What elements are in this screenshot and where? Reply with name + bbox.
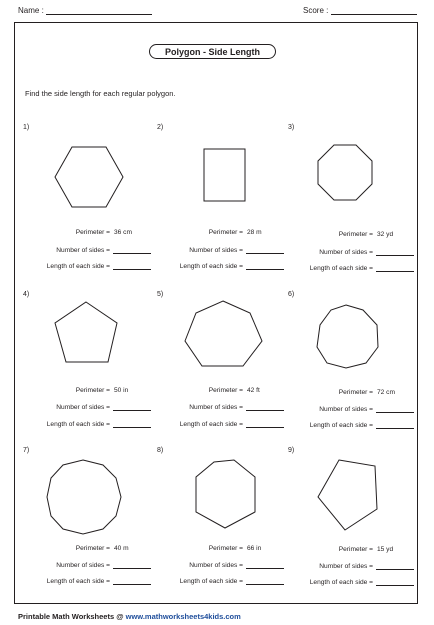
side-length-answer-blank[interactable] [246,420,284,428]
side-length-answer-blank[interactable] [113,420,151,428]
problem-number: 4) [23,291,30,298]
perimeter-label: Perimeter = [208,545,243,552]
problem-number: 6) [288,291,295,298]
sides-label: Number of sides = [189,562,243,569]
pentagon-shape [55,302,117,362]
side-length-row [20,262,151,270]
perimeter-value: 32 yd [377,231,394,238]
side-length-answer-blank[interactable] [376,578,414,586]
footer-link[interactable]: www.mathworksheets4kids.com [125,612,241,621]
problem-number: 8) [157,447,164,454]
sides-answer-blank[interactable] [113,246,151,254]
perimeter-label: Perimeter = [75,229,110,236]
name-label: Name : [18,6,44,15]
side-length-row [20,577,151,585]
perimeter-value: 40 m [114,545,129,552]
hexagon-shape [196,460,255,528]
side-length-answer-blank[interactable] [113,577,151,585]
problem-number: 9) [288,447,295,454]
sides-label: Number of sides = [189,247,243,254]
sides-row [20,246,151,254]
side-length-label: Length of each side = [179,421,243,428]
perimeter-row [153,229,262,236]
side-length-row [283,264,414,272]
side-length-label: Length of each side = [46,263,110,270]
side-length-row [283,578,414,586]
side-length-row [153,577,284,585]
side-length-row [283,421,414,429]
score-label: Score : [303,6,329,15]
perimeter-value: 42 ft [247,387,260,394]
perimeter-row [20,229,132,236]
sides-row [283,562,414,570]
sides-answer-blank[interactable] [113,561,151,569]
problem-number: 2) [157,124,164,131]
perimeter-row [283,546,393,553]
perimeter-value: 28 m [247,229,262,236]
perimeter-row [153,387,260,394]
side-length-label: Length of each side = [46,578,110,585]
perimeter-value: 50 in [114,387,129,394]
perimeter-label: Perimeter = [338,389,373,396]
side-length-label: Length of each side = [46,421,110,428]
instructions: Find the side length for each regular polygon. [25,89,176,98]
nonagon-shape [317,305,378,368]
side-length-answer-blank[interactable] [376,264,414,272]
side-length-label: Length of each side = [309,579,373,586]
sides-row [283,405,414,413]
problem-number: 7) [23,447,30,454]
footer [18,612,241,621]
sides-label: Number of sides = [319,406,373,413]
side-length-row [153,262,284,270]
sides-row [283,248,414,256]
sides-answer-blank[interactable] [376,248,414,256]
perimeter-label: Perimeter = [338,546,373,553]
problem-number: 5) [157,291,164,298]
perimeter-row [283,389,395,396]
perimeter-label: Perimeter = [208,229,243,236]
perimeter-row [20,545,129,552]
sides-answer-blank[interactable] [246,246,284,254]
sides-label: Number of sides = [56,404,110,411]
sides-row [153,403,284,411]
square-shape [204,149,245,201]
perimeter-label: Perimeter = [75,387,110,394]
side-length-answer-blank[interactable] [113,262,151,270]
sides-answer-blank[interactable] [376,562,414,570]
side-length-answer-blank[interactable] [246,262,284,270]
side-length-answer-blank[interactable] [376,421,414,429]
sides-row [153,246,284,254]
side-length-label: Length of each side = [179,578,243,585]
sides-label: Number of sides = [56,247,110,254]
sides-answer-blank[interactable] [376,405,414,413]
side-length-label: Length of each side = [309,422,373,429]
side-length-row [20,420,151,428]
worksheet-title: Polygon - Side Length [149,44,276,59]
sides-label: Number of sides = [319,249,373,256]
side-length-answer-blank[interactable] [246,577,284,585]
perimeter-value: 36 cm [114,229,132,236]
octagon-shape [318,145,372,200]
sides-label: Number of sides = [56,562,110,569]
footer-text: Printable Math Worksheets @ [18,612,126,621]
problem-number: 3) [288,124,295,131]
sides-answer-blank[interactable] [246,561,284,569]
sides-label: Number of sides = [189,404,243,411]
sides-row [20,561,151,569]
side-length-label: Length of each side = [179,263,243,270]
sides-row [20,403,151,411]
decagon-shape [47,460,121,534]
perimeter-row [20,387,128,394]
perimeter-label: Perimeter = [75,545,110,552]
side-length-row [153,420,284,428]
perimeter-value: 15 yd [377,546,394,553]
sides-answer-blank[interactable] [246,403,284,411]
perimeter-value: 66 in [247,545,262,552]
hexagon-shape [55,147,123,207]
problem-number: 1) [23,124,30,131]
sides-answer-blank[interactable] [113,403,151,411]
perimeter-label: Perimeter = [338,231,373,238]
perimeter-row [283,231,393,238]
perimeter-value: 72 cm [377,389,395,396]
heptagon-shape [185,301,262,366]
pentagon-shape [318,460,377,530]
side-length-label: Length of each side = [309,265,373,272]
sides-label: Number of sides = [319,563,373,570]
perimeter-label: Perimeter = [208,387,243,394]
perimeter-row [153,545,261,552]
sides-row [153,561,284,569]
